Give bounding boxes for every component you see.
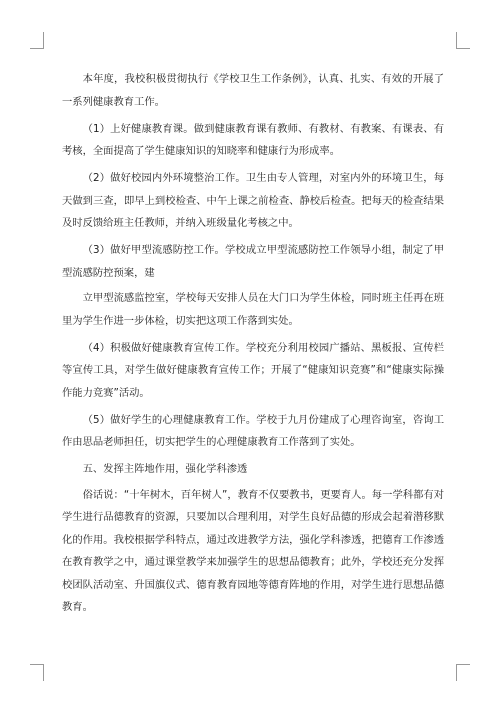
document-body: [62, 68, 444, 623]
flu-monitoring-paragraph: 立甲型流感监控室，学校每天安排人员在大门口为学生体检，同时班主任再在班里为学生作进一步体检，切实把这项工作落到实处。: [62, 292, 444, 327]
crop-mark-bottom-left: [30, 664, 44, 681]
flu-prevention-paragraph: （3）做好甲型流感防控工作。学校成立甲型流感防控工作领导小组，制定了甲型流感防控预案，建: [62, 244, 444, 279]
environment-paragraph: （2）做好校园内外环境整治工作。卫生由专人管理，对室内外的环境卫生，每天做到三查，即早上到校检查、中午上课之前检查、静校后检查。把每天的检查结果及时反馈给班主任教师，并纳入班级量化考核之中。: [62, 172, 444, 229]
publicity-paragraph: （4）积极做好健康教育宣传工作。学校充分利用校园广播站、黑板报、宣传栏等宣传工具，对学生做好健康教育宣传工作；开展了“健康知识竞赛”和“健康实际操作能力竞赛”活动。: [62, 341, 444, 399]
subject-infiltration-paragraph: 俗话说：“十年树木，百年树人”，教育不仅要教书，更要育人。每一学科都有对学生进行品德教育的资源，只要加以合理利用，对学生良好品德的形成会起着潜移默化的作用。我校根据学科特点，通过改进教学方法，强化学科渗透，把德育工作渗透在教育教学之中，通过课堂教学来加强学生的思想品德教育；此外，学校还充分发挥校团队活动室、升国旗仪式、德育教育园地等德育阵地的作用，对学生进行思想品德教育。: [62, 488, 444, 613]
crop-mark-bottom-right: [456, 664, 470, 681]
section-heading: 五、发挥主阵地作用，强化学科渗透: [82, 463, 248, 475]
mental-health-paragraph: （5）做好学生的心理健康教育工作。学校于九月份建成了心理咨询室，咨询工作由思品老师担任，切实把学生的心理健康教育工作落到了实处。: [62, 413, 444, 448]
health-class-paragraph: （1）上好健康教育课。做到健康教育课有教师、有教材、有教案、有课表、有考核，全面提高了学生健康知识的知晓率和健康行为形成率。: [62, 122, 444, 157]
intro-paragraph: 本年度，我校积极贯彻执行《学校卫生工作条例》，认真、扎实、有效的开展了一系列健康教育工作。: [62, 73, 444, 108]
crop-mark-top-right: [456, 32, 470, 49]
crop-mark-top-left: [30, 32, 44, 49]
